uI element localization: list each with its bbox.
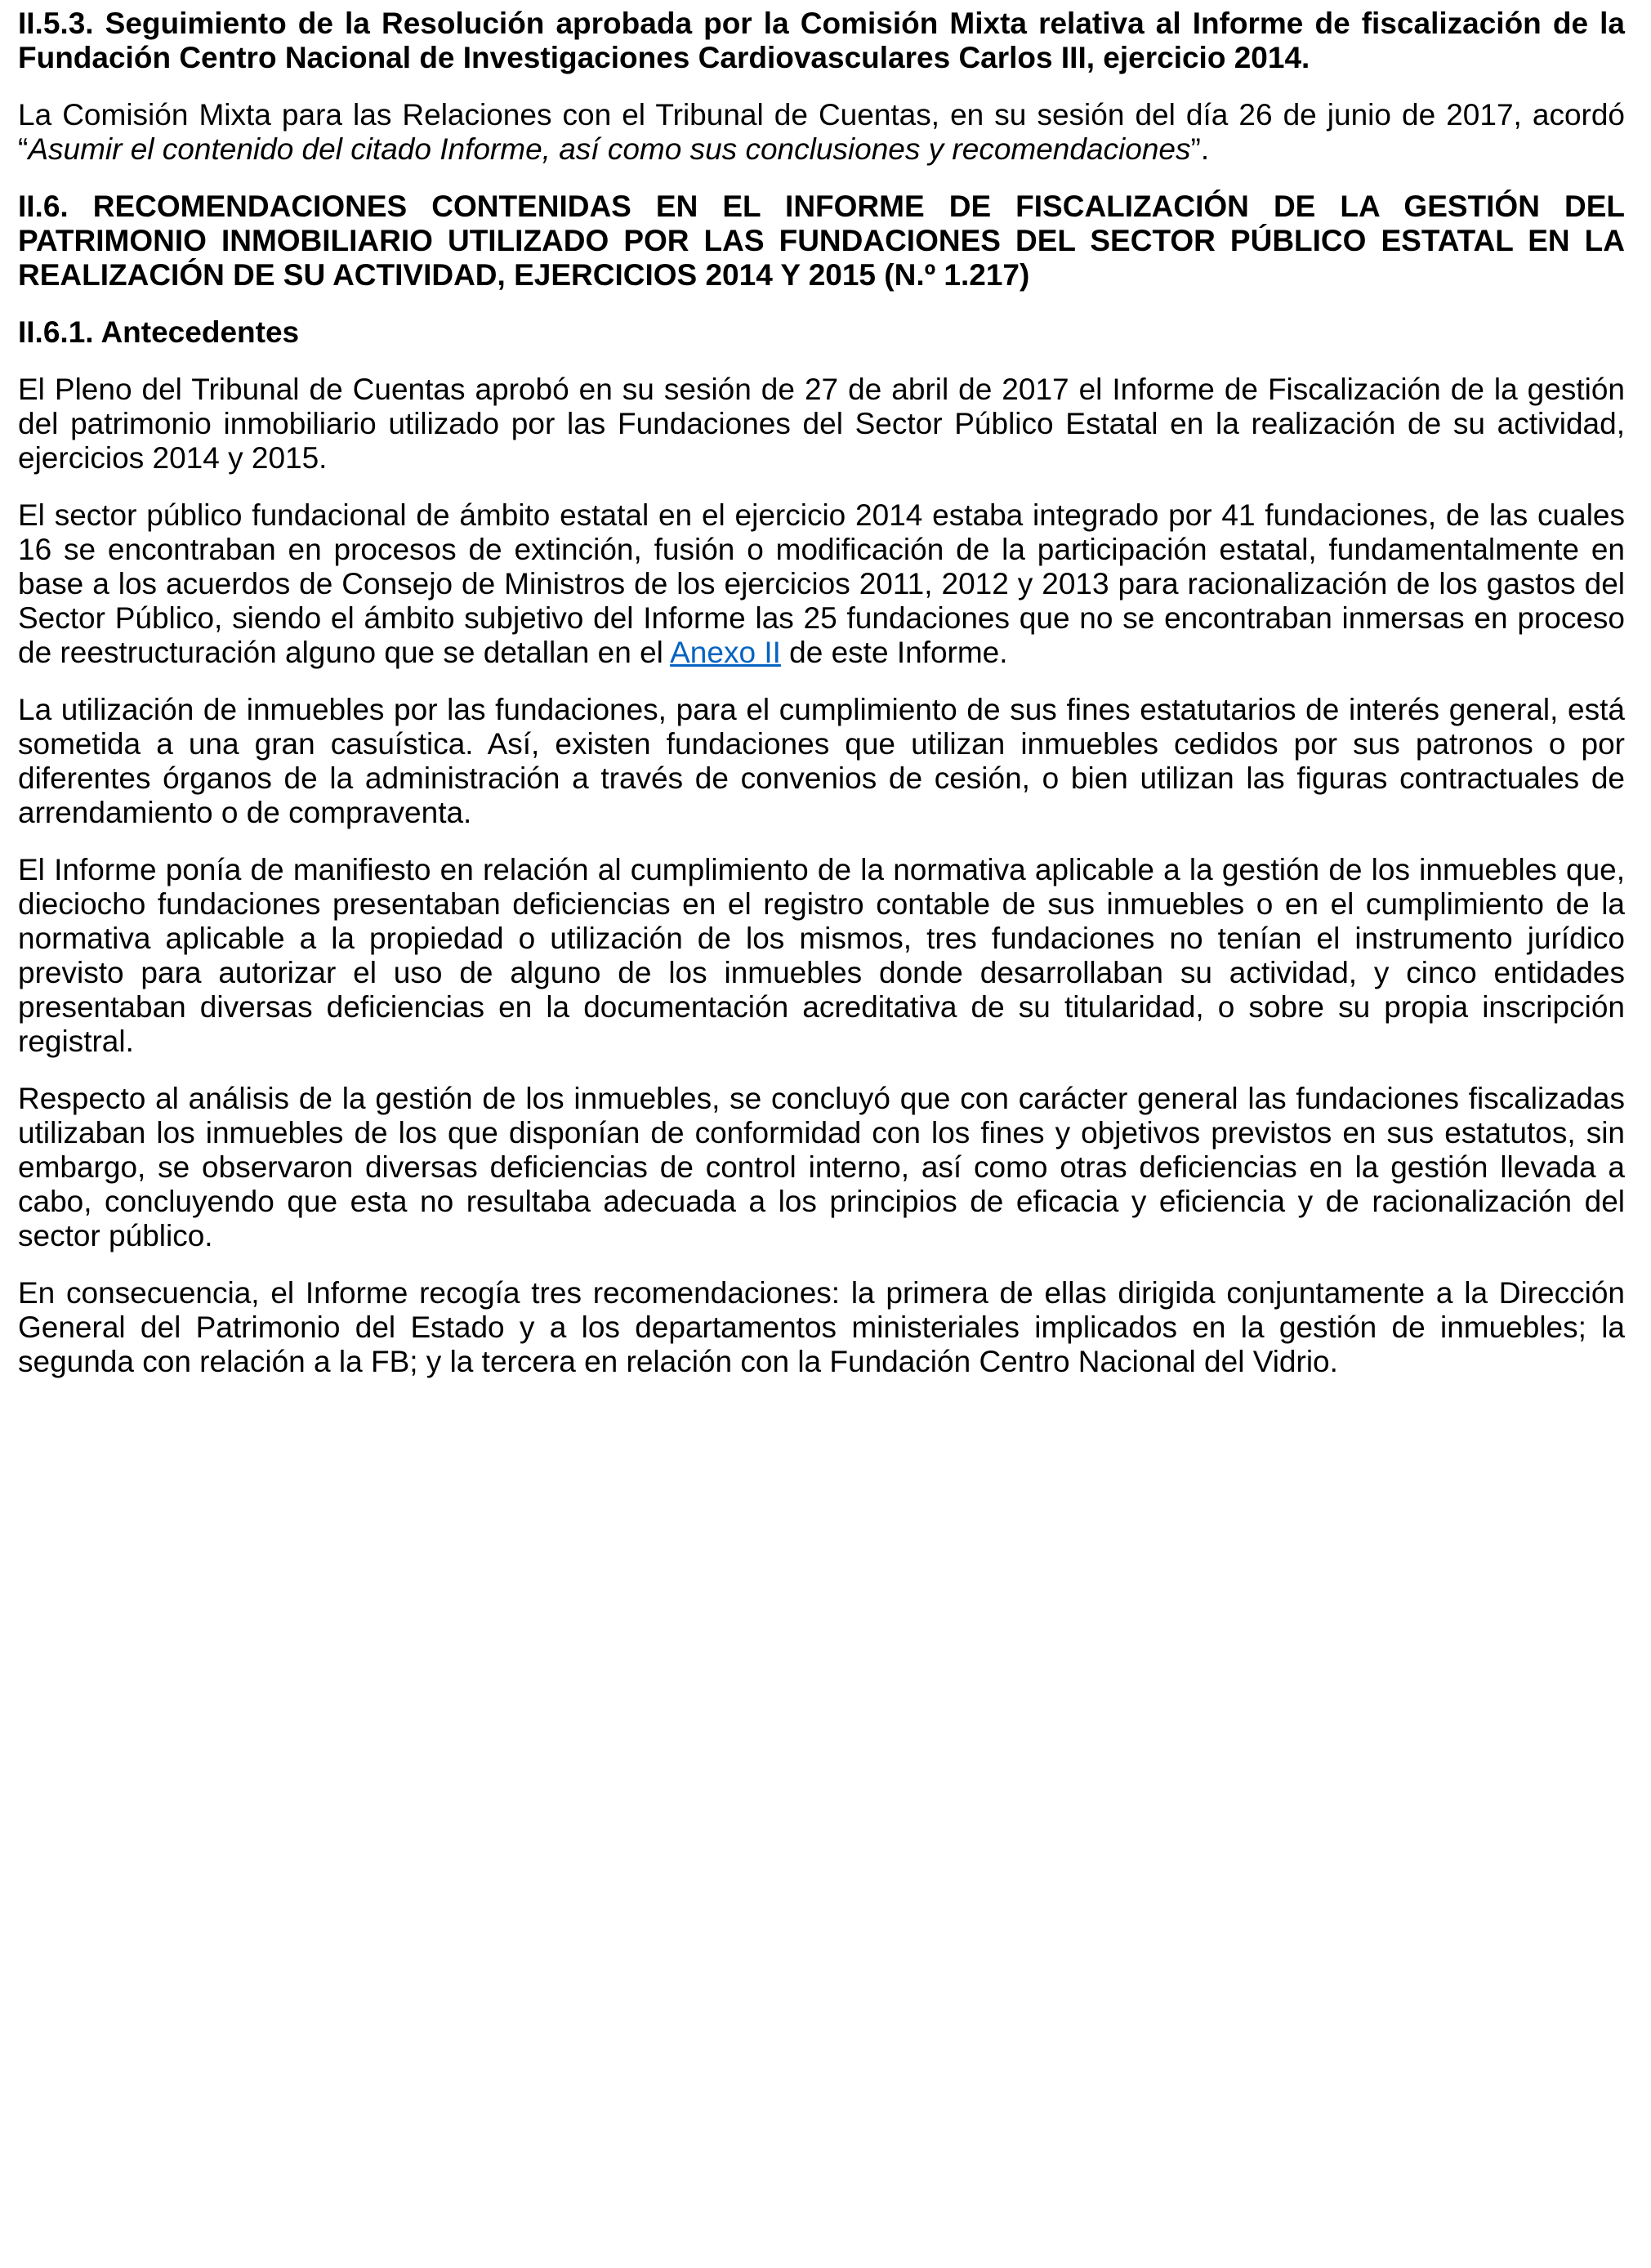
para-sector-text-after: de este Informe.	[780, 636, 1008, 669]
para-sector-text-before: El sector público fundacional de ámbito estatal en el ejercicio 2014 estaba integrado por 41 fundaciones, de las cuales 16 se encontraban en procesos de extinción, fusión o modificación de la participación estatal, fundamentalmente en base a los acuerdos de Consejo de Ministros de los ejercicios 2011, 2012 y 2013 para racionalización de los gastos del Sector Público, siendo el ámbito subjetivo del Informe las 25 fundaciones que no se encontraban inmersas en proceso de reestructuración alguno que se detallan en el	[18, 498, 1625, 669]
heading-ii-6-1-antecedentes: II.6.1. Antecedentes	[18, 315, 300, 349]
para-comision-text-after: ”.	[1190, 132, 1210, 166]
para-analisis-gestion: Respecto al análisis de la gestión de los inmuebles, se concluyó que con carácter general las fundaciones fiscalizadas utilizaban los inmuebles de los que disponían de conformidad con los fines y objetivos previstos en sus estatutos, sin embargo, se observaron diversas deficiencias de control interno, así como otras deficiencias en la gestión llevada a cabo, concluyendo que esta no resultaba adecuada a los principios de eficacia y eficiencia y de racionalización del sector público.	[18, 1082, 1625, 1252]
anexo-ii-link[interactable]: Anexo II	[670, 636, 781, 669]
para-pleno-tribunal: El Pleno del Tribunal de Cuentas aprobó en su sesión de 27 de abril de 2017 el Informe de Fiscalización de la gestión del patrimonio inmobiliario utilizado por las Fundaciones del Sector Público Estatal en la realización de su actividad, ejercicios 2014 y 2015.	[18, 373, 1625, 475]
heading-ii-5-3: II.5.3. Seguimiento de la Resolución aprobada por la Comisión Mixta relativa al Informe de fiscalización de la Fundación Centro Nacional de Investigaciones Cardiovasculares Carlos III, ejercicio 2014.	[18, 7, 1625, 74]
document-body	[18, 7, 1625, 1379]
para-utilizacion-inmuebles: La utilización de inmuebles por las fundaciones, para el cumplimiento de sus fines estatutarios de interés general, está sometida a una gran casuística. Así, existen fundaciones que utilizan inmuebles cedidos por sus patronos o por diferentes órganos de la administración a través de convenios de cesión, o bien utilizan las figuras contractuales de arrendamiento o de compraventa.	[18, 693, 1625, 829]
heading-ii-6: II.6. RECOMENDACIONES CONTENIDAS EN EL INFORME DE FISCALIZACIÓN DE LA GESTIÓN DEL PATRIMONIO INMOBILIARIO UTILIZADO POR LAS FUNDACIONES DEL SECTOR PÚBLICO ESTATAL EN LA REALIZACIÓN DE SU ACTIVIDAD, EJERCICIOS 2014 Y 2015 (N.º 1.217)	[18, 190, 1625, 292]
para-comision-quote-italic: Asumir el contenido del citado Informe, así como sus conclusiones y recomendaciones	[28, 132, 1191, 166]
para-sector-publico	[18, 498, 1625, 670]
para-comision-mixta	[18, 98, 1625, 167]
para-informe-deficiencias: El Informe ponía de manifiesto en relación al cumplimiento de la normativa aplicable a la gestión de los inmuebles que, dieciocho fundaciones presentaban deficiencias en el registro contable de sus inmuebles o en el cumplimiento de la normativa aplicable a la propiedad o utilización de los mismos, tres fundaciones no tenían el instrumento jurídico previsto para autorizar el uso de alguno de los inmuebles donde desarrollaban su actividad, y cinco entidades presentaban diversas deficiencias en la documentación acreditativa de su titularidad, o sobre su propia inscripción registral.	[18, 853, 1625, 1058]
para-tres-recomendaciones: En consecuencia, el Informe recogía tres recomendaciones: la primera de ellas dirigida conjuntamente a la Dirección General del Patrimonio del Estado y a los departamentos ministeriales implicados en la gestión de inmuebles; la segunda con relación a la FB; y la tercera en relación con la Fundación Centro Nacional del Vidrio.	[18, 1276, 1625, 1378]
para-comision-text-before: La Comisión Mixta para las Relaciones con el Tribunal de Cuentas, en su sesión del día 26 de junio de 2017, acordó “	[18, 98, 1625, 166]
